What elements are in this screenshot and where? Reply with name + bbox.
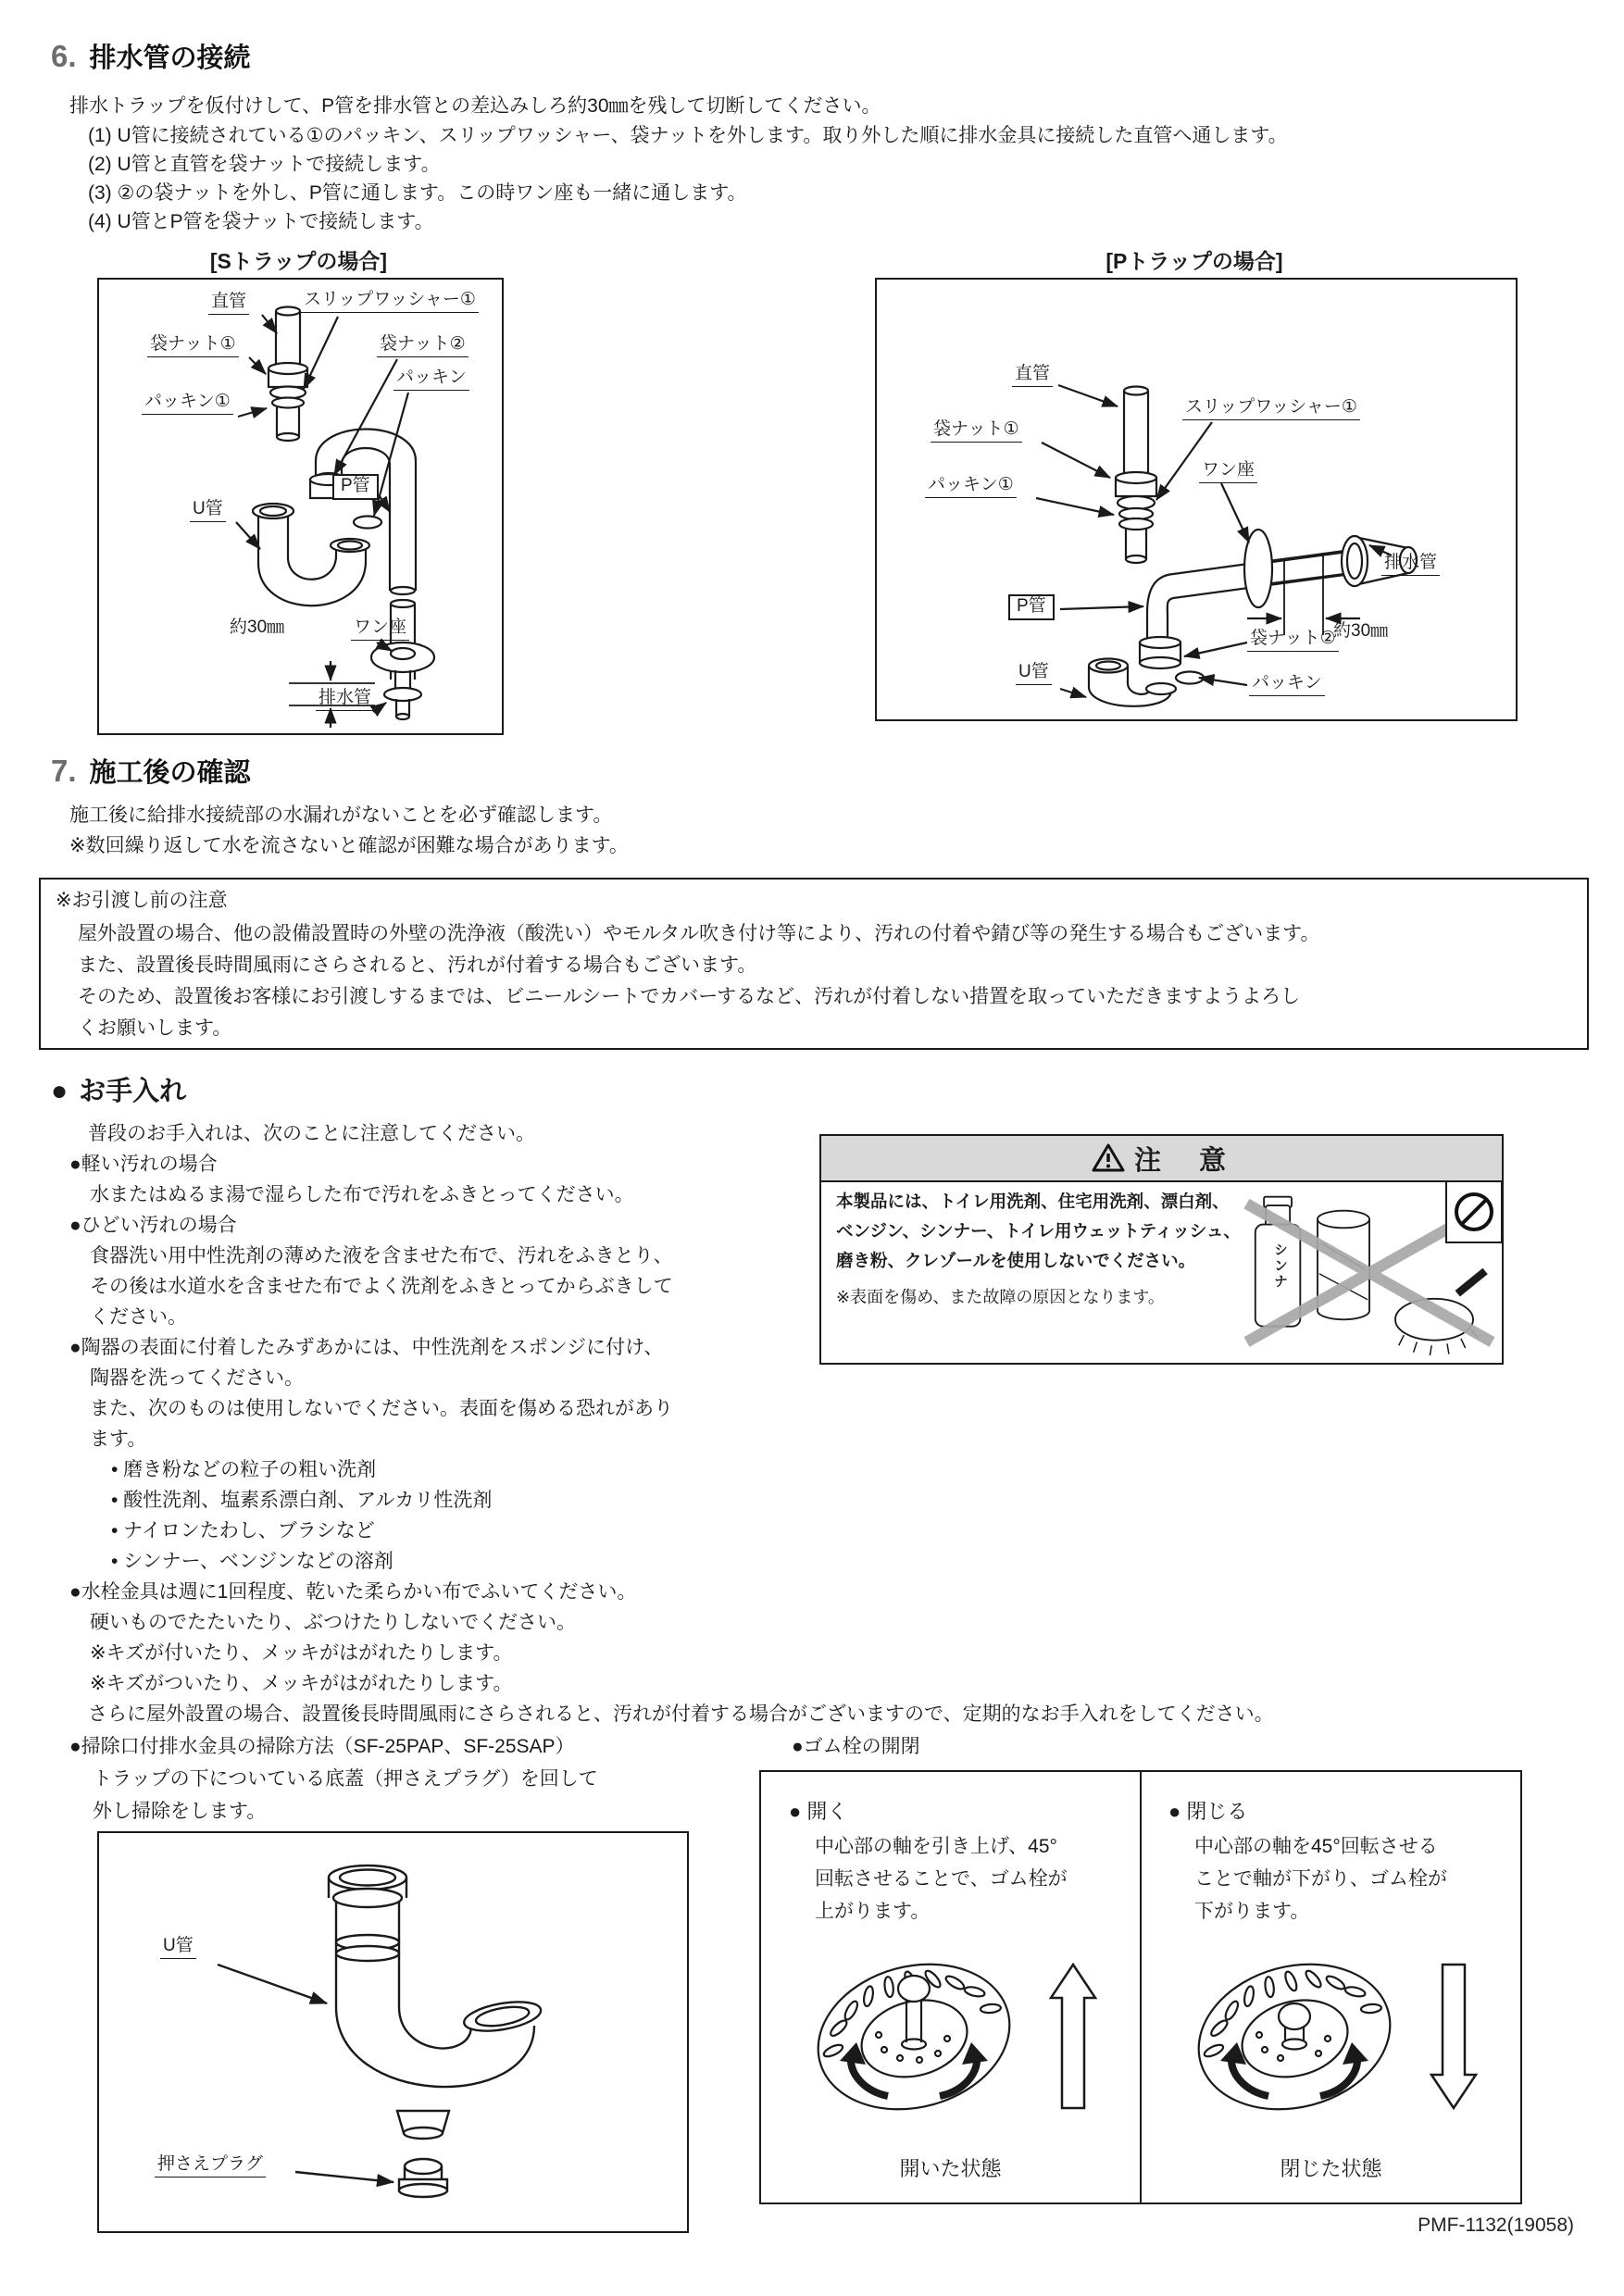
- close-line: 下がります。: [1194, 1901, 1310, 1922]
- s-label-packing1: パッキン①: [142, 393, 233, 415]
- s-label-cap-nut2: 袋ナット②: [377, 335, 468, 357]
- s-label-p-pipe: P管: [332, 474, 379, 500]
- s-label-drain-pipe: 排水管: [316, 689, 374, 711]
- section7-line: ※数回繰り返して水を流さないと確認が困難な場合があります。: [69, 835, 629, 856]
- pre-handover-notice-box: [39, 878, 1589, 1050]
- care-line: ●軽い汚れの場合: [69, 1154, 218, 1175]
- p-label-u-pipe: U管: [1016, 663, 1052, 685]
- close-line: ことで軸が下がり、ゴム栓が: [1194, 1868, 1447, 1890]
- notice-title: ※お引渡し前の注意: [56, 890, 228, 911]
- section6-step: (3) ②の袋ナットを外し、P管に通します。この時ワン座も一緒に通します。: [88, 182, 747, 204]
- care-header: [51, 1070, 186, 1108]
- caution-box: [819, 1134, 1504, 1365]
- care-line: その後は水道水を含ませた布でよく洗剤をふきとってからぶきして: [90, 1276, 673, 1297]
- strainer-closed-illustration: [1142, 1928, 1521, 2150]
- section6-number: 6.: [51, 39, 77, 73]
- p-trap-drawing: [877, 280, 1516, 719]
- p-trap-title: [Pトラップの場合]: [1106, 249, 1283, 273]
- s-label-escutcheon: ワン座: [351, 618, 409, 641]
- p-label-slip-washer1: スリップワッシャー①: [1182, 398, 1360, 420]
- document-number: PMF-1132(19058): [1418, 2215, 1574, 2236]
- notice-line: くお願いします。: [78, 1017, 232, 1039]
- care-extra-line: さらに屋外設置の場合、設置後長時間風雨にさらされると、汚れが付着する場合がございますので、定期的なお手入れをしてください。: [88, 1703, 1274, 1725]
- care-line: • ナイロンたわし、ブラシなど: [111, 1520, 375, 1541]
- cleaning-method-title: ●掃除口付排水金具の掃除方法（SF-25PAP、SF-25SAP）: [69, 1736, 575, 1757]
- up-arrow-icon: [1051, 1965, 1095, 2108]
- notice-line: 屋外設置の場合、他の設備設置時の外壁の洗浄液（酸洗い）やモルタル吹き付け等により、汚れの付着や錆び等の発生する場合もございます。: [78, 923, 1320, 944]
- strainer-open-illustration: [761, 1928, 1141, 2150]
- care-line: ●水栓金具は週に1回程度、乾いた柔らかい布でふいてください。: [69, 1581, 637, 1603]
- bullet-icon: ●: [51, 1076, 69, 1106]
- section6-intro: 排水トラップを仮付けして、P管を排水管との差込みしろ約30㎜を残して切断してください。: [69, 95, 881, 117]
- section6-header: [51, 37, 251, 75]
- care-line: 硬いものでたたいたり、ぶつけたりしないでください。: [90, 1612, 576, 1633]
- section7-line: 施工後に給排水接続部の水漏れがないことを必ず確認します。: [69, 805, 613, 826]
- section6-title: 排水管の接続: [89, 44, 251, 73]
- notice-line: また、設置後長時間風雨にさらされると、汚れが付着する場合もございます。: [78, 955, 757, 976]
- close-heading: ● 閉じる: [1168, 1800, 1248, 1823]
- rubber-stopper-box: [759, 1770, 1522, 2204]
- u-pipe-cleaning-diagram: [97, 1831, 689, 2233]
- s-label-dim30: 約30㎜: [230, 618, 285, 637]
- close-line: 中心部の軸を45°回転させる: [1194, 1836, 1438, 1857]
- s-label-packing: パッキン: [394, 368, 469, 391]
- care-line: • 磨き粉などの粒子の粗い洗剤: [111, 1459, 377, 1480]
- plug-label: 押さえプラグ: [155, 2155, 266, 2177]
- cleaning-method-line: 外し掃除をします。: [93, 1801, 267, 1822]
- care-line: ●陶器の表面に付着したみずあかには、中性洗剤をスポンジに付け、: [69, 1337, 664, 1358]
- s-label-slip-washer1: スリップワッシャー①: [301, 291, 479, 313]
- s-label-u-pipe: U管: [190, 500, 226, 522]
- care-line: また、次のものは使用しないでください。表面を傷める恐れがあり: [90, 1398, 673, 1419]
- care-line: • シンナー、ベンジンなどの溶剤: [111, 1551, 394, 1572]
- section6-step: (1) U管に接続されている①のパッキン、スリップワッシャー、袋ナットを外します。取り外した順に排水金具に接続した直管へ通します。: [88, 125, 1288, 146]
- p-label-dim30: 約30㎜: [1333, 621, 1389, 641]
- open-line: 上がります。: [815, 1901, 931, 1922]
- u-pipe-label: U管: [160, 1937, 196, 1959]
- care-line: • 酸性洗剤、塩素系漂白剤、アルカリ性洗剤: [111, 1490, 493, 1511]
- care-title: お手入れ: [79, 1077, 187, 1106]
- section6-step: (2) U管と直管を袋ナットで接続します。: [88, 154, 441, 175]
- care-line: ※キズが付いたり、メッキがはがれたりします。: [90, 1642, 513, 1664]
- thinner-bottle-label: シンナ: [1272, 1242, 1288, 1290]
- p-label-straight-pipe: 直管: [1012, 365, 1053, 387]
- section7-number: 7.: [51, 754, 77, 788]
- notice-line: そのため、設置後お客様にお引渡しするまでは、ビニールシートでカバーするなど、汚れが付着しない措置を取っていただきますようよろし: [78, 986, 1301, 1007]
- p-label-packing1: パッキン①: [925, 476, 1017, 498]
- prohibition-sign-box: [1445, 1180, 1503, 1243]
- cleaning-method-line: トラップの下についている底蓋（押さえプラグ）を回して: [93, 1768, 598, 1790]
- close-caption: 閉じた状態: [1280, 2157, 1382, 2180]
- p-label-packing: パッキン: [1249, 674, 1325, 696]
- care-line: ●ひどい汚れの場合: [69, 1215, 237, 1236]
- care-line: 陶器を洗ってください。: [90, 1367, 304, 1389]
- caution-note: ※表面を傷め、また故障の原因となります。: [836, 1288, 1165, 1306]
- care-line: ます。: [90, 1429, 147, 1450]
- s-trap-diagram: [97, 278, 504, 735]
- open-line: 回転させることで、ゴム栓が: [815, 1868, 1068, 1890]
- p-label-escutcheon: ワン座: [1199, 461, 1257, 483]
- care-line: 食器洗い用中性洗剤の薄めた液を含ませた布で、汚れをふきとり、: [90, 1245, 673, 1267]
- section7-header: [51, 752, 251, 790]
- s-trap-title: [Sトラップの場合]: [209, 249, 388, 273]
- caution-line: 本製品には、トイレ用洗剤、住宅用洗剤、漂白剤、: [836, 1192, 1230, 1211]
- down-arrow-icon: [1431, 1965, 1476, 2108]
- p-label-drain-pipe: 排水管: [1381, 554, 1440, 576]
- open-heading: ● 開く: [789, 1800, 848, 1823]
- caution-title: 注 意: [1133, 1145, 1231, 1176]
- section7-title: 施工後の確認: [89, 758, 251, 788]
- s-label-straight-pipe: 直管: [208, 293, 249, 315]
- rubber-stopper-title: ●ゴム栓の開閉: [792, 1736, 920, 1757]
- section6-step: (4) U管とP管を袋ナットで接続します。: [88, 211, 434, 232]
- care-line: ※キズがついたり、メッキがはがれたりします。: [90, 1673, 513, 1694]
- open-caption: 開いた状態: [899, 2157, 1002, 2180]
- warning-icon: [1092, 1143, 1125, 1173]
- p-label-cap-nut2: 袋ナット②: [1247, 630, 1339, 652]
- care-line: 普段のお手入れは、次のことに注意してください。: [88, 1123, 535, 1144]
- care-line: ください。: [90, 1306, 187, 1328]
- p-label-p-pipe: P管: [1008, 594, 1055, 620]
- s-label-cap-nut1: 袋ナット①: [147, 335, 239, 357]
- caution-line: ベンジン、シンナー、トイレ用ウェットティッシュ、: [836, 1221, 1241, 1241]
- caution-line: 磨き粉、クレゾールを使用しないでください。: [836, 1251, 1196, 1270]
- p-trap-diagram: [875, 278, 1518, 721]
- open-line: 中心部の軸を引き上げ、45°: [815, 1836, 1057, 1857]
- caution-header: [821, 1136, 1502, 1182]
- p-label-cap-nut1: 袋ナット①: [931, 420, 1022, 443]
- care-line: 水またはぬるま湯で湿らした布で汚れをふきとってください。: [90, 1184, 634, 1205]
- prohibition-icon: [1447, 1182, 1501, 1242]
